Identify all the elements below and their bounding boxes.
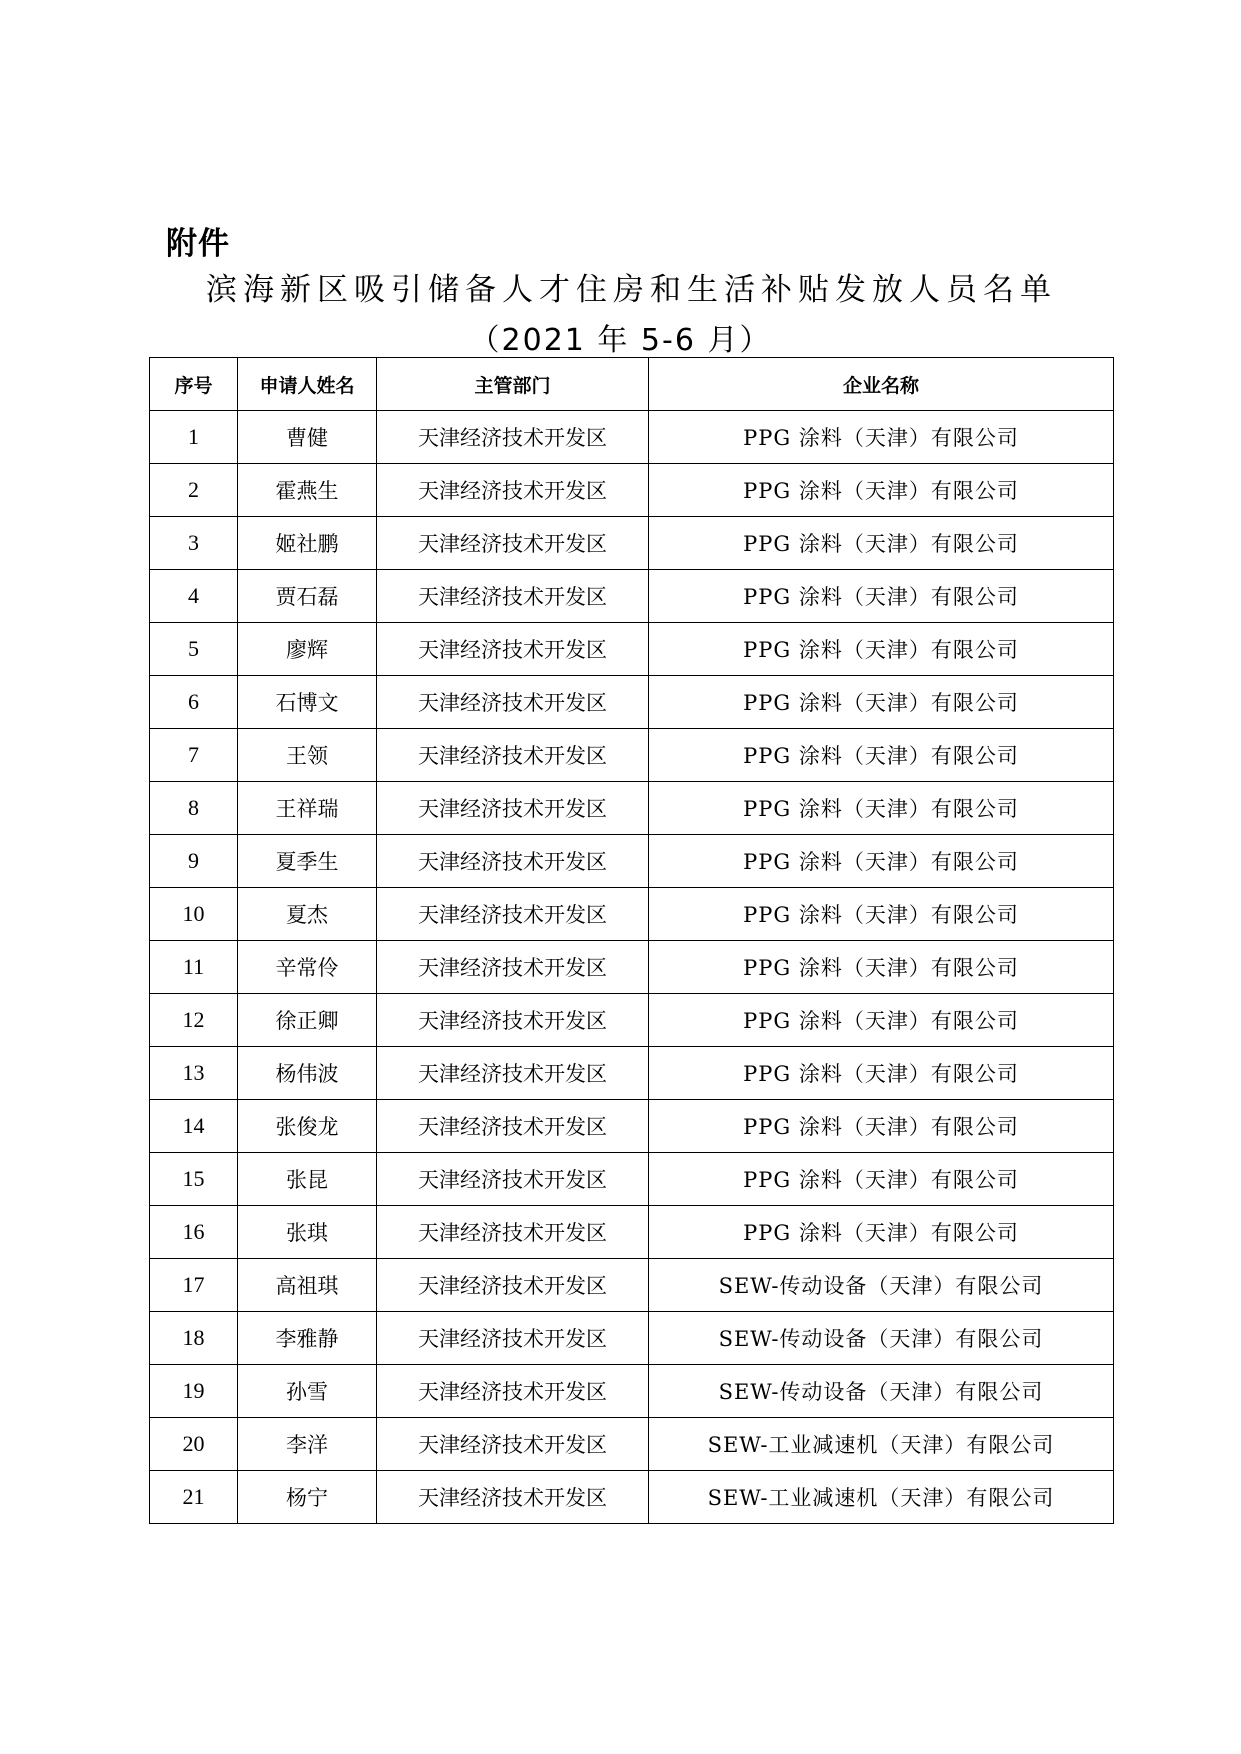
cell-company-name: PPG 涂料（天津）有限公司 bbox=[649, 1153, 1114, 1206]
cell-company-name: PPG 涂料（天津）有限公司 bbox=[649, 570, 1114, 623]
cell-department: 天津经济技术开发区 bbox=[377, 994, 649, 1047]
cell-applicant-name: 高祖琪 bbox=[238, 1259, 377, 1312]
cell-applicant-name: 霍燕生 bbox=[238, 464, 377, 517]
cell-company-name: PPG 涂料（天津）有限公司 bbox=[649, 411, 1114, 464]
cell-company-name: SEW-传动设备（天津）有限公司 bbox=[649, 1365, 1114, 1418]
table-body bbox=[150, 411, 1114, 1524]
cell-serial-number: 2 bbox=[150, 464, 238, 517]
cell-serial-number: 18 bbox=[150, 1312, 238, 1365]
table-row bbox=[150, 835, 1114, 888]
cell-applicant-name: 杨伟波 bbox=[238, 1047, 377, 1100]
attachment-label: 附件 bbox=[166, 226, 230, 262]
cell-department: 天津经济技术开发区 bbox=[377, 1047, 649, 1100]
header-department: 主管部门 bbox=[377, 358, 649, 411]
cell-department: 天津经济技术开发区 bbox=[377, 1100, 649, 1153]
cell-serial-number: 15 bbox=[150, 1153, 238, 1206]
cell-company-name: PPG 涂料（天津）有限公司 bbox=[649, 888, 1114, 941]
cell-department: 天津经济技术开发区 bbox=[377, 570, 649, 623]
cell-applicant-name: 孙雪 bbox=[238, 1365, 377, 1418]
cell-serial-number: 4 bbox=[150, 570, 238, 623]
cell-company-name: PPG 涂料（天津）有限公司 bbox=[649, 729, 1114, 782]
cell-department: 天津经济技术开发区 bbox=[377, 1312, 649, 1365]
cell-applicant-name: 李洋 bbox=[238, 1418, 377, 1471]
cell-company-name: PPG 涂料（天津）有限公司 bbox=[649, 1206, 1114, 1259]
table-row bbox=[150, 729, 1114, 782]
cell-serial-number: 21 bbox=[150, 1471, 238, 1524]
cell-company-name: PPG 涂料（天津）有限公司 bbox=[649, 994, 1114, 1047]
table-row bbox=[150, 888, 1114, 941]
cell-company-name: PPG 涂料（天津）有限公司 bbox=[649, 623, 1114, 676]
cell-applicant-name: 夏季生 bbox=[238, 835, 377, 888]
cell-serial-number: 8 bbox=[150, 782, 238, 835]
cell-company-name: PPG 涂料（天津）有限公司 bbox=[649, 517, 1114, 570]
cell-applicant-name: 贾石磊 bbox=[238, 570, 377, 623]
table-row bbox=[150, 1100, 1114, 1153]
cell-serial-number: 20 bbox=[150, 1418, 238, 1471]
table-row bbox=[150, 517, 1114, 570]
cell-department: 天津经济技术开发区 bbox=[377, 729, 649, 782]
table-row bbox=[150, 1471, 1114, 1524]
table-row bbox=[150, 464, 1114, 517]
table-row bbox=[150, 1153, 1114, 1206]
cell-company-name: PPG 涂料（天津）有限公司 bbox=[649, 941, 1114, 994]
table-row bbox=[150, 1047, 1114, 1100]
page-subtitle: （2021 年 5-6 月） bbox=[469, 323, 772, 358]
table-header-row bbox=[150, 358, 1114, 411]
cell-company-name: PPG 涂料（天津）有限公司 bbox=[649, 1100, 1114, 1153]
cell-department: 天津经济技术开发区 bbox=[377, 517, 649, 570]
cell-company-name: SEW-传动设备（天津）有限公司 bbox=[649, 1312, 1114, 1365]
cell-applicant-name: 曹健 bbox=[238, 411, 377, 464]
cell-applicant-name: 张琪 bbox=[238, 1206, 377, 1259]
table-row bbox=[150, 941, 1114, 994]
header-applicant-name: 申请人姓名 bbox=[238, 358, 377, 411]
cell-department: 天津经济技术开发区 bbox=[377, 1365, 649, 1418]
cell-applicant-name: 石博文 bbox=[238, 676, 377, 729]
cell-company-name: PPG 涂料（天津）有限公司 bbox=[649, 835, 1114, 888]
subsidy-recipients-table bbox=[149, 357, 1114, 1524]
cell-applicant-name: 姬社鹏 bbox=[238, 517, 377, 570]
cell-serial-number: 10 bbox=[150, 888, 238, 941]
cell-company-name: PPG 涂料（天津）有限公司 bbox=[649, 782, 1114, 835]
cell-department: 天津经济技术开发区 bbox=[377, 464, 649, 517]
cell-serial-number: 1 bbox=[150, 411, 238, 464]
table-row bbox=[150, 1312, 1114, 1365]
header-serial-number: 序号 bbox=[150, 358, 238, 411]
cell-department: 天津经济技术开发区 bbox=[377, 782, 649, 835]
cell-serial-number: 11 bbox=[150, 941, 238, 994]
cell-department: 天津经济技术开发区 bbox=[377, 623, 649, 676]
cell-applicant-name: 张俊龙 bbox=[238, 1100, 377, 1153]
cell-applicant-name: 李雅静 bbox=[238, 1312, 377, 1365]
cell-serial-number: 9 bbox=[150, 835, 238, 888]
page-title: 滨海新区吸引储备人才住房和生活补贴发放人员名单 bbox=[206, 272, 1057, 308]
cell-department: 天津经济技术开发区 bbox=[377, 1206, 649, 1259]
cell-serial-number: 13 bbox=[150, 1047, 238, 1100]
cell-department: 天津经济技术开发区 bbox=[377, 1259, 649, 1312]
cell-serial-number: 3 bbox=[150, 517, 238, 570]
table-row bbox=[150, 570, 1114, 623]
table-row bbox=[150, 1206, 1114, 1259]
cell-serial-number: 12 bbox=[150, 994, 238, 1047]
cell-applicant-name: 王祥瑞 bbox=[238, 782, 377, 835]
cell-company-name: PPG 涂料（天津）有限公司 bbox=[649, 676, 1114, 729]
table-row bbox=[150, 676, 1114, 729]
table-row bbox=[150, 1259, 1114, 1312]
cell-department: 天津经济技术开发区 bbox=[377, 1471, 649, 1524]
table-row bbox=[150, 782, 1114, 835]
cell-department: 天津经济技术开发区 bbox=[377, 676, 649, 729]
cell-company-name: PPG 涂料（天津）有限公司 bbox=[649, 1047, 1114, 1100]
cell-company-name: PPG 涂料（天津）有限公司 bbox=[649, 464, 1114, 517]
cell-department: 天津经济技术开发区 bbox=[377, 888, 649, 941]
cell-applicant-name: 王领 bbox=[238, 729, 377, 782]
cell-department: 天津经济技术开发区 bbox=[377, 1418, 649, 1471]
cell-serial-number: 16 bbox=[150, 1206, 238, 1259]
cell-department: 天津经济技术开发区 bbox=[377, 1153, 649, 1206]
cell-serial-number: 19 bbox=[150, 1365, 238, 1418]
cell-serial-number: 5 bbox=[150, 623, 238, 676]
table-row bbox=[150, 411, 1114, 464]
cell-applicant-name: 杨宁 bbox=[238, 1471, 377, 1524]
cell-department: 天津经济技术开发区 bbox=[377, 835, 649, 888]
cell-company-name: SEW-传动设备（天津）有限公司 bbox=[649, 1259, 1114, 1312]
cell-company-name: SEW-工业减速机（天津）有限公司 bbox=[649, 1418, 1114, 1471]
cell-serial-number: 7 bbox=[150, 729, 238, 782]
table-row bbox=[150, 623, 1114, 676]
table-row bbox=[150, 994, 1114, 1047]
cell-applicant-name: 廖辉 bbox=[238, 623, 377, 676]
cell-applicant-name: 辛常伶 bbox=[238, 941, 377, 994]
table-row bbox=[150, 1418, 1114, 1471]
cell-applicant-name: 张昆 bbox=[238, 1153, 377, 1206]
cell-applicant-name: 夏杰 bbox=[238, 888, 377, 941]
table-row bbox=[150, 1365, 1114, 1418]
cell-applicant-name: 徐正卿 bbox=[238, 994, 377, 1047]
cell-company-name: SEW-工业减速机（天津）有限公司 bbox=[649, 1471, 1114, 1524]
cell-serial-number: 14 bbox=[150, 1100, 238, 1153]
cell-department: 天津经济技术开发区 bbox=[377, 941, 649, 994]
cell-serial-number: 6 bbox=[150, 676, 238, 729]
cell-serial-number: 17 bbox=[150, 1259, 238, 1312]
header-company-name: 企业名称 bbox=[649, 358, 1114, 411]
cell-department: 天津经济技术开发区 bbox=[377, 411, 649, 464]
